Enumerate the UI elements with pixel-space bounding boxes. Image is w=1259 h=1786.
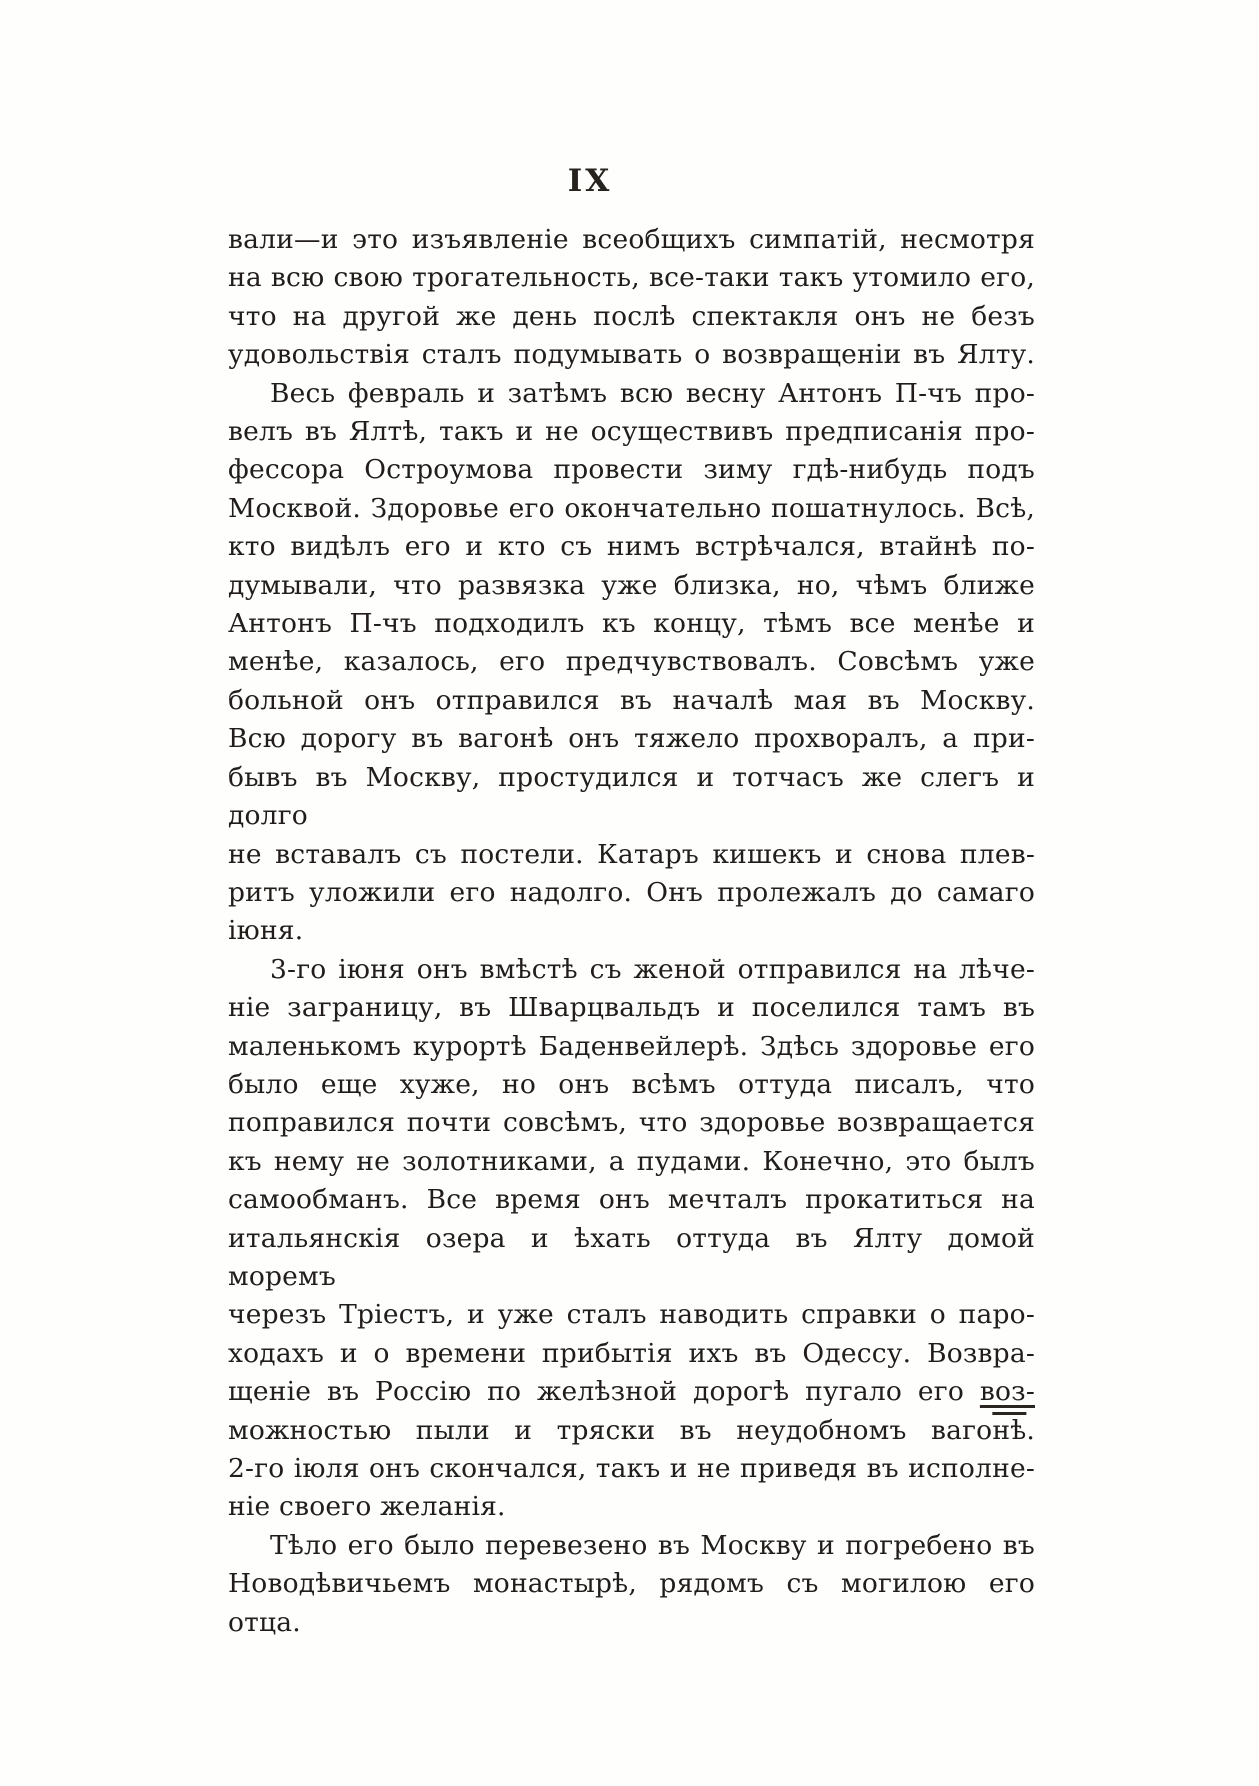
text-line: велъ въ Ялтѣ, такъ и не осуществивъ предписанія про- xyxy=(228,416,1035,448)
text-line: Антонъ П-чъ подходилъ къ концу, тѣмъ все менѣе и xyxy=(228,608,1035,640)
text-line: ритъ уложили его надолго. Онъ пролежалъ до самаго xyxy=(228,876,1035,908)
text-line: черезъ Тріестъ, и уже сталъ наводить справки о паро- xyxy=(228,1299,1035,1331)
text-line: 3-го іюня онъ вмѣстѣ съ женой отправился на лѣче- xyxy=(270,953,1035,985)
text-line: Весь февраль и затѣмъ всю весну Антонъ П-чъ про- xyxy=(270,377,1035,409)
text-line-with-overline-mark xyxy=(228,1412,1035,1450)
text-line: къ нему не золотниками, а пудами. Конечно, это былъ xyxy=(228,1145,1035,1177)
pencil-underlined-text: воз- xyxy=(979,1376,1035,1408)
text-line: итальянскія озера и ѣхать оттуда въ Ялту домой моремъ xyxy=(228,1222,1035,1292)
text-line: Всю дорогу въ вагонѣ онъ тяжело прохворалъ, а при- xyxy=(228,723,1035,755)
text-line-with-underline-mark xyxy=(228,1373,1035,1411)
text-line: на всю свою трогательность, все-таки такъ утомило его, xyxy=(228,262,1035,294)
text-line: Москвой. Здоровье его окончательно пошатнулось. Всѣ, xyxy=(228,492,1035,524)
text-line: ходахъ и о времени прибытія ихъ въ Одессу. Возвра- xyxy=(228,1337,1035,1369)
text-line: менѣе, казалось, его предчувствовалъ. Совсѣмъ уже xyxy=(228,646,1035,678)
text-line: поправился почти совсѣмъ, что здоровье возвращается xyxy=(228,1107,1035,1139)
paragraph xyxy=(228,1527,1035,1642)
paragraph xyxy=(228,951,1035,1527)
text-line: ніе заграницу, въ Шварцвальдъ и поселился тамъ въ xyxy=(228,992,1035,1024)
text-line: ніе своего желанія. xyxy=(228,1491,506,1523)
text-line: больной онъ отправился въ началѣ мая въ Москву. xyxy=(228,684,1035,716)
page-number-heading: IX xyxy=(567,163,613,199)
text-line: Новодѣвичьемъ монастырѣ, рядомъ съ могилою его отца. xyxy=(228,1568,1035,1638)
text-line: Тѣло его было перевезено въ Москву и погребено въ xyxy=(270,1529,1035,1561)
paragraph xyxy=(228,221,1035,375)
text-line: что на другой же день послѣ спектакля онъ не безъ xyxy=(228,300,1035,332)
text-line: 2-го іюля онъ скончался, такъ и не приведя въ исполне- xyxy=(228,1453,1035,1484)
text-line: іюня. xyxy=(228,915,304,947)
text-line: кто видѣлъ его и кто съ нимъ встрѣчался, втайнѣ по- xyxy=(228,531,1035,563)
paragraph xyxy=(228,375,1035,951)
text-line: фессора Остроумова провести зиму гдѣ-нибудь подъ xyxy=(228,454,1035,486)
text-line: вали—и это изъявленіе всеобщихъ симпатій, несмотря xyxy=(228,224,1035,255)
line-text: щеніе въ Россію по желѣзной дорогѣ пугало его xyxy=(228,1376,965,1408)
text-line: было еще хуже, но онъ всѣмъ оттуда писалъ, что xyxy=(228,1068,1035,1100)
pencil-overlined-text: нѣ xyxy=(992,1414,1027,1446)
text-block xyxy=(228,221,1035,1642)
text-line: думывали, что развязка уже близка, но, чѣмъ ближе xyxy=(228,569,1035,601)
text-line: бывъ въ Москву, простудился и тотчасъ же слегъ и долго xyxy=(228,761,1035,832)
text-line: самообманъ. Все время онъ мечталъ прокатиться на xyxy=(228,1184,1035,1216)
text-line: не вставалъ съ постели. Катаръ кишекъ и снова плев- xyxy=(228,838,1035,870)
text-line: удовольствія сталъ подумывать о возвращеніи въ Ялту. xyxy=(228,339,1035,371)
line-text: можностью пыли и тряски въ неудобномъ ваго xyxy=(228,1414,993,1446)
text-line: маленькомъ курортѣ Баденвейлерѣ. Здѣсь здоровье его xyxy=(228,1030,1035,1062)
line-text: . xyxy=(1026,1414,1035,1446)
